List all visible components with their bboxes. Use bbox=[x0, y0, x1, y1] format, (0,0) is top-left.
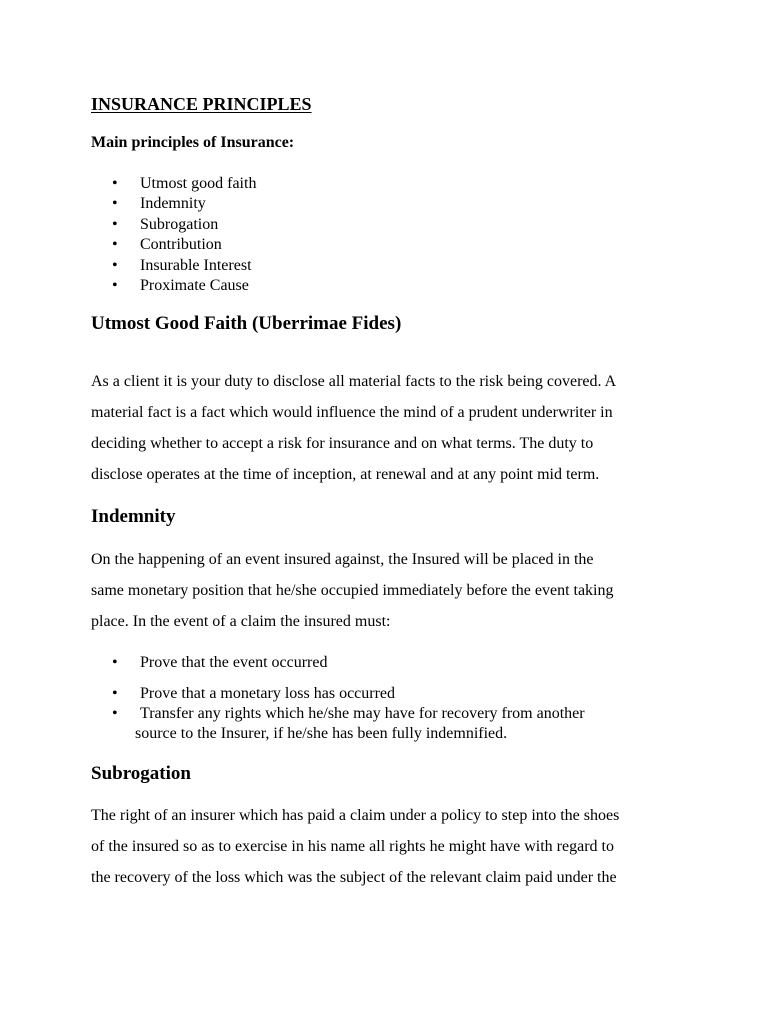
bullet-icon: • bbox=[112, 236, 118, 254]
bullet-icon: • bbox=[112, 685, 118, 702]
list-item: • Prove that a monetary loss has occurred bbox=[112, 685, 396, 702]
list-item: • Prove that the event occurred bbox=[112, 654, 328, 671]
page-title: INSURANCE PRINCIPLES bbox=[91, 94, 312, 114]
indemnity-paragraph: On the happening of an event insured against, the Insured will be placed in the same monetary position that he/she occupied immediately before the event taking place. In the event of a claim the insured must: bbox=[91, 551, 614, 630]
list-item: • Proximate Cause bbox=[112, 276, 256, 296]
claim-requirements-list-continued bbox=[112, 684, 585, 724]
utmost-good-faith-paragraph: As a client it is your duty to disclose all material facts to the risk being covered. A material fact is a fact which would influence the mind of a prudent underwriter in deciding whether to accept a risk for insurance and on what terms. The duty to disclose operates at the time of inception, at renewal and at any point mid term. bbox=[91, 373, 617, 483]
section-heading-indemnity: Indemnity bbox=[91, 506, 176, 527]
list-item: • Utmost good faith bbox=[112, 174, 256, 194]
bullet-icon: • bbox=[112, 277, 118, 295]
list-item: • Contribution bbox=[112, 235, 256, 255]
bullet-icon: • bbox=[112, 215, 118, 233]
bullet-continuation-text: source to the Insurer, if he/she has been fully indemnified. bbox=[135, 725, 508, 742]
subrogation-paragraph: The right of an insurer which has paid a claim under a policy to step into the shoes of the insured so as to exercise in his name all rights he might have with regard to the recovery of the loss which was the subject of the relevant claim paid under the bbox=[91, 807, 620, 886]
bullet-icon: • bbox=[112, 195, 118, 213]
bullet-icon: • bbox=[112, 175, 118, 192]
list-item: • Insurable Interest bbox=[112, 256, 256, 276]
list-item: • Transfer any rights which he/she may have for recovery from another bbox=[112, 705, 585, 722]
claim-requirements-list bbox=[112, 653, 327, 673]
bullet-icon: • bbox=[112, 705, 118, 722]
principles-subtitle: Main principles of Insurance: bbox=[91, 134, 295, 151]
section-heading-subrogation: Subrogation bbox=[91, 763, 191, 784]
principles-list bbox=[112, 174, 256, 296]
section-heading-utmost-good-faith: Utmost Good Faith (Uberrimae Fides) bbox=[91, 313, 402, 334]
list-item: • Subrogation bbox=[112, 215, 256, 235]
list-item: • Indemnity bbox=[112, 194, 256, 214]
bullet-icon: • bbox=[112, 654, 118, 671]
bullet-icon: • bbox=[112, 256, 118, 274]
